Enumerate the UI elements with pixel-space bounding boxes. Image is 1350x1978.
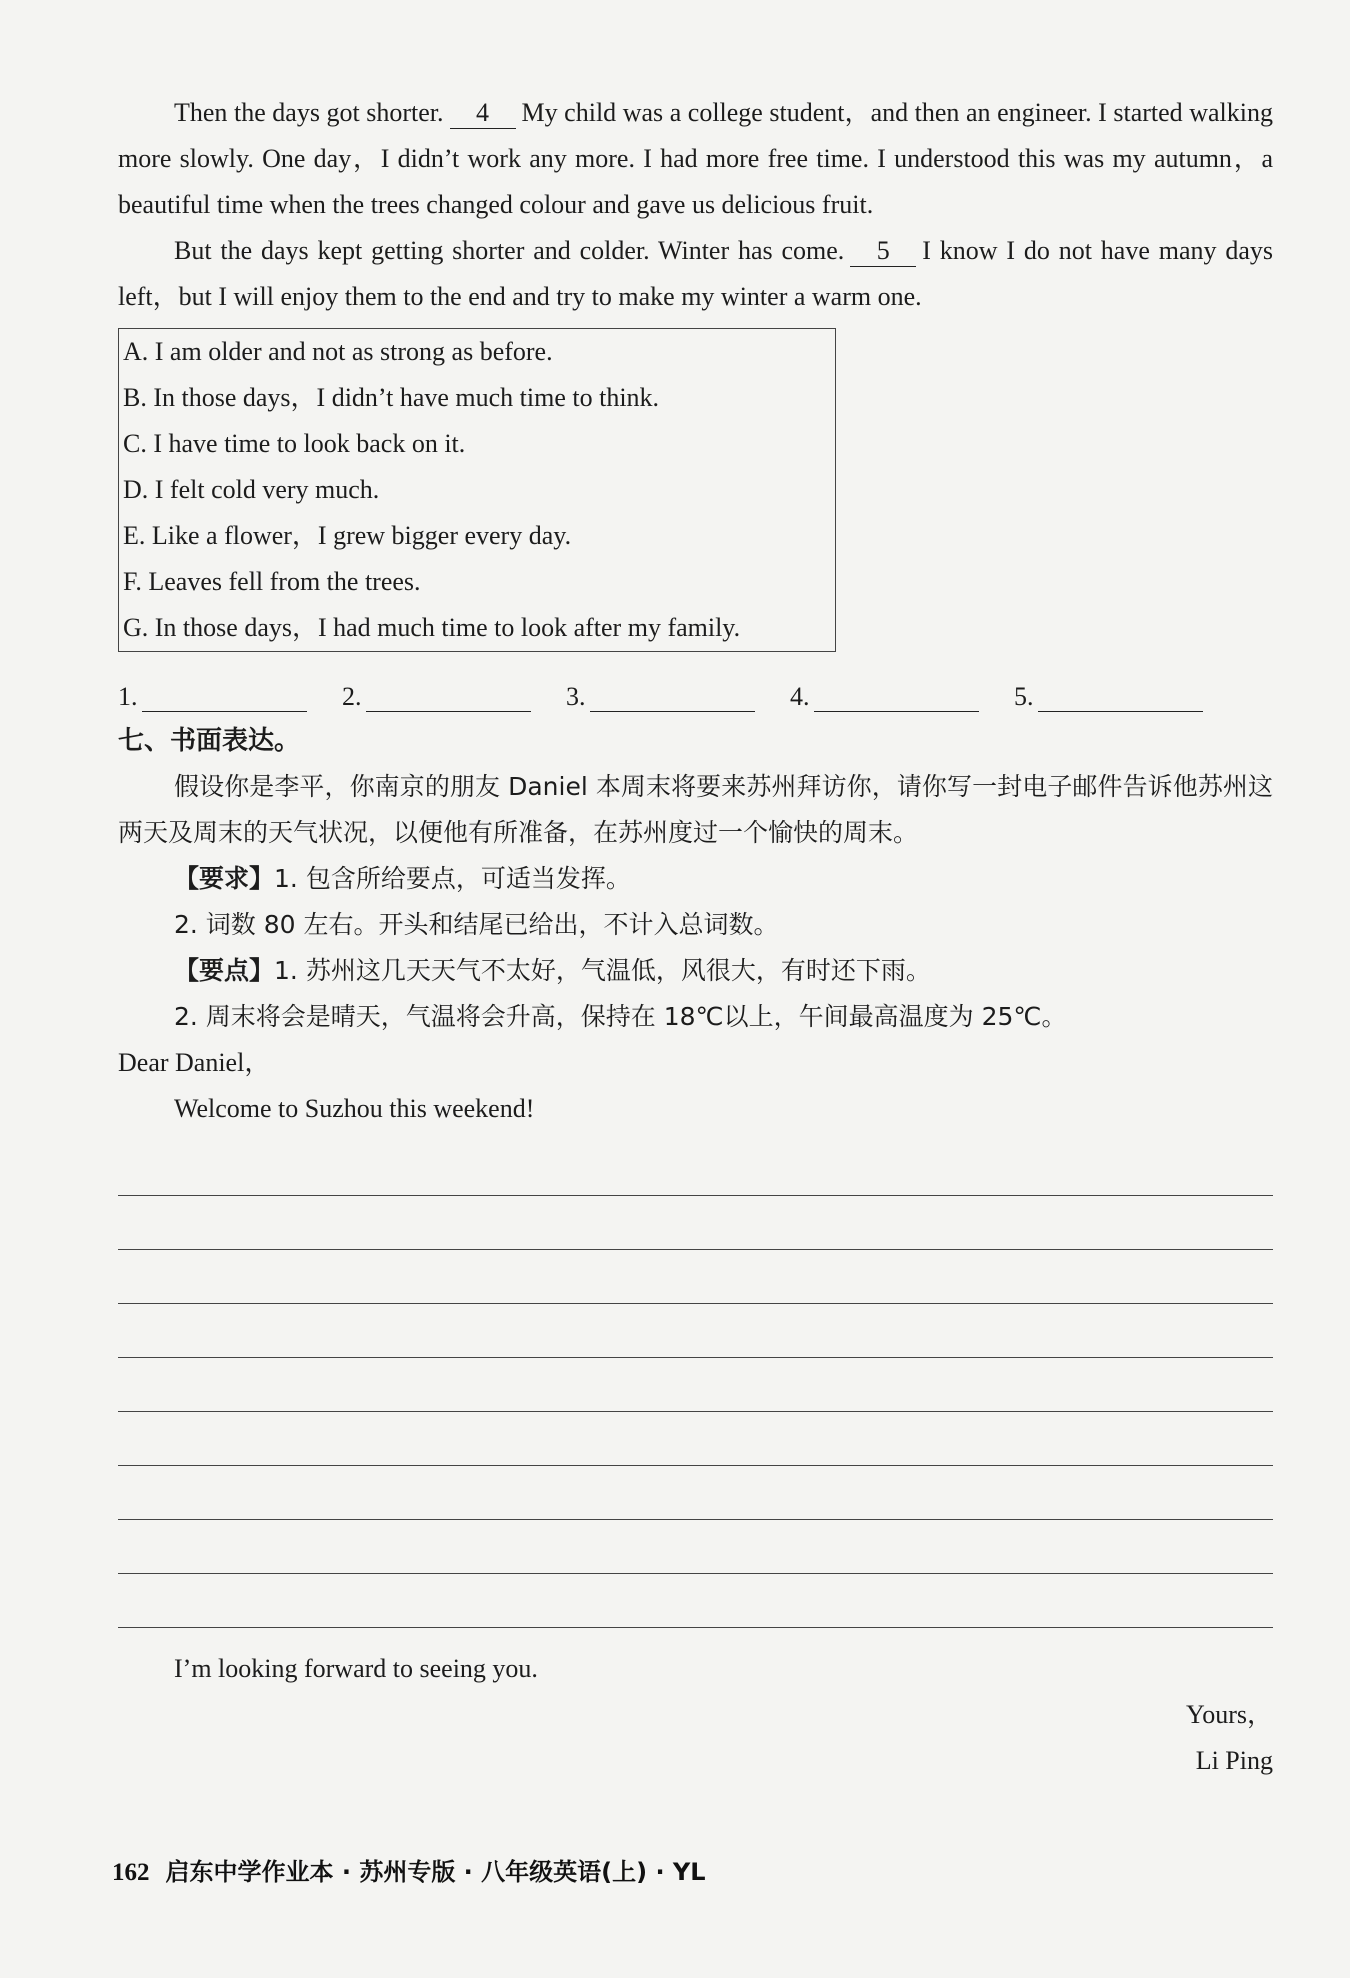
requirement-label: 【要求】 xyxy=(174,864,275,893)
requirement-2: 2. 词数 80 左右。开头和结尾已给出，不计入总词数。 xyxy=(174,910,779,939)
option-e: E. Like a flower，I grew bigger every day. xyxy=(123,521,572,550)
answer-label: 2. xyxy=(342,682,362,711)
letter-signoff: Yours， xyxy=(1186,1700,1273,1729)
option-c: C. I have time to look back on it. xyxy=(123,429,466,458)
answer-label: 1. xyxy=(118,682,138,711)
answer-blank-4[interactable] xyxy=(814,681,979,712)
writing-line[interactable] xyxy=(118,1304,1273,1358)
text: My child was a college student，and then an engineer. I started walking more slowly. One day，I didn’t work any more. I had more free time. I understood this was my autumn，a beautiful time when the trees changed colour and gave us delicious fruit. xyxy=(118,98,1273,219)
section-title: 七、书面表达。 xyxy=(118,726,301,756)
text: I know I do not have many days left，but I will enjoy them to the end and try to make my winter a warm one. xyxy=(118,236,1273,311)
requirement-1 xyxy=(118,856,1273,902)
point-2: 2. 周末将会是晴天，气温将会升高，保持在 18℃以上，午间最高温度为 25℃。 xyxy=(174,1002,1067,1031)
answer-5 xyxy=(1014,681,1238,712)
text: 1. 苏州这几天天气不太好，气温低，风很大，有时还下雨。 xyxy=(274,956,931,985)
blank-5[interactable]: 5 xyxy=(850,236,916,267)
answer-blank-3[interactable] xyxy=(590,681,755,712)
answer-2 xyxy=(342,681,566,712)
answer-4 xyxy=(790,681,1014,712)
option-d: D. I felt cold very much. xyxy=(123,475,380,504)
answer-label: 5. xyxy=(1014,682,1034,711)
letter-closing: I’m looking forward to seeing you. xyxy=(174,1654,538,1683)
book-title: 启东中学作业本 · 苏州专版 · 八年级英语(上) · YL xyxy=(165,1858,706,1886)
writing-line[interactable] xyxy=(118,1466,1273,1520)
answer-row xyxy=(118,666,1273,712)
writing-area[interactable] xyxy=(118,1142,1273,1628)
writing-line[interactable] xyxy=(118,1358,1273,1412)
letter-greeting: Dear Daniel， xyxy=(118,1048,271,1077)
letter-opening: Welcome to Suzhou this weekend! xyxy=(174,1094,535,1123)
text: 1. 包含所给要点，可适当发挥。 xyxy=(274,864,631,893)
blank-4[interactable]: 4 xyxy=(450,98,516,129)
letter-signature: Li Ping xyxy=(1195,1746,1273,1775)
text: Then the days got shorter. xyxy=(174,98,444,127)
writing-line[interactable] xyxy=(118,1574,1273,1628)
answer-blank-1[interactable] xyxy=(142,681,307,712)
answer-label: 4. xyxy=(790,682,810,711)
page-footer xyxy=(112,1852,706,1887)
answer-3 xyxy=(566,681,790,712)
point-label: 【要点】 xyxy=(174,956,275,985)
answer-1 xyxy=(118,681,342,712)
writing-line[interactable] xyxy=(118,1142,1273,1196)
answer-label: 3. xyxy=(566,682,586,711)
answer-blank-5[interactable] xyxy=(1038,681,1203,712)
page-number: 162 xyxy=(112,1859,150,1886)
page-content xyxy=(118,90,1273,1784)
writing-line[interactable] xyxy=(118,1520,1273,1574)
writing-line[interactable] xyxy=(118,1196,1273,1250)
option-b: B. In those days，I didn’t have much time to think. xyxy=(123,383,660,412)
writing-prompt: 假设你是李平，你南京的朋友 Daniel 本周末将要来苏州拜访你，请你写一封电子邮件告诉他苏州这两天及周末的天气状况，以便他有所准备，在苏州度过一个愉快的周末。 xyxy=(118,772,1273,847)
passage-paragraph-4 xyxy=(118,90,1273,228)
passage-paragraph-5 xyxy=(118,228,1273,320)
point-1 xyxy=(118,948,1273,994)
option-f: F. Leaves fell from the trees. xyxy=(123,567,421,596)
text: But the days kept getting shorter and colder. Winter has come. xyxy=(174,236,845,265)
option-g: G. In those days，I had much time to look after my family. xyxy=(123,613,741,642)
option-a: A. I am older and not as strong as before. xyxy=(123,337,553,366)
writing-line[interactable] xyxy=(118,1412,1273,1466)
answer-blank-2[interactable] xyxy=(366,681,531,712)
writing-line[interactable] xyxy=(118,1250,1273,1304)
options-box xyxy=(118,328,836,652)
